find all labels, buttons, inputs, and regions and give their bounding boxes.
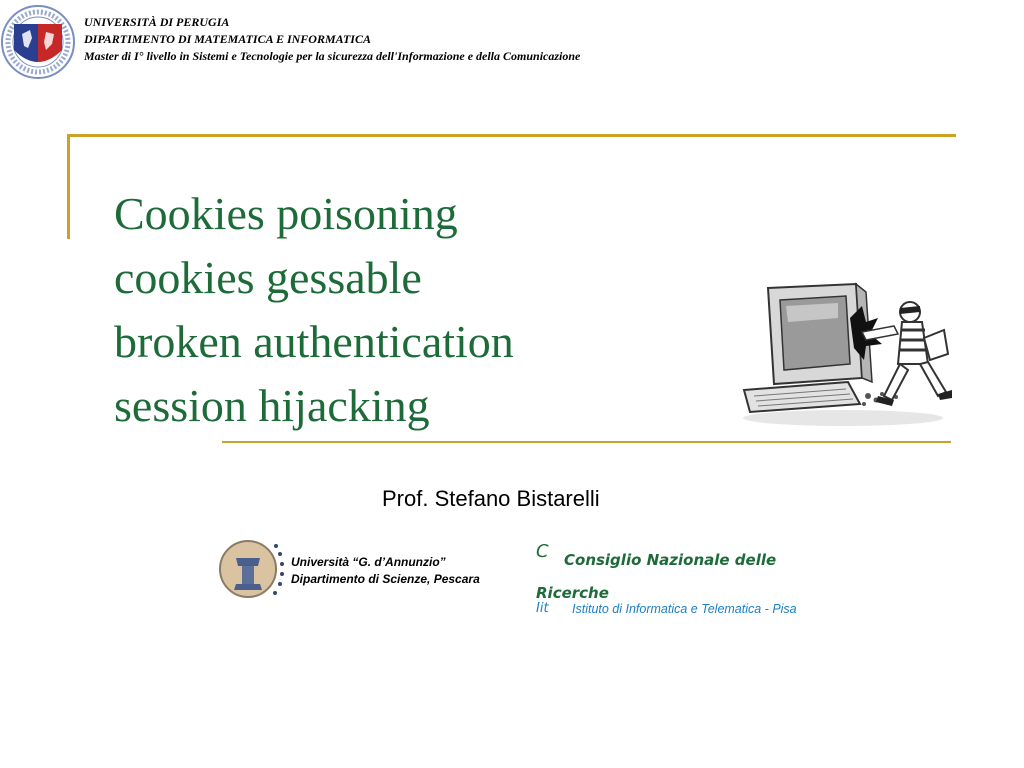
- header-department: DIPARTIMENTO DI MATEMATICA E INFORMATICA: [84, 32, 371, 46]
- title-top-divider: [67, 134, 956, 137]
- title-line: session hijacking: [114, 380, 430, 431]
- author-name: Prof. Stefano Bistarelli: [382, 486, 600, 511]
- unich-department: Dipartimento di Scienze, Pescara: [291, 572, 480, 586]
- title-left-divider: [67, 134, 70, 239]
- cnr-name: Consiglio Nazionale delle Ricerche: [536, 551, 777, 602]
- title-line: cookies gessable: [114, 252, 422, 303]
- university-seal-logo: [0, 4, 76, 80]
- title-line: Cookies poisoning: [114, 188, 458, 239]
- unich-logo: [218, 538, 284, 600]
- unich-name: Università “G. d’Annunzio”: [291, 555, 446, 569]
- cnr-logo-glyph: C: [536, 541, 549, 562]
- header-master: Master di I° livello in Sistemi e Tecnologie per la sicurezza dell'Informazione e della Comunicazione: [84, 49, 581, 63]
- slide-title: [114, 182, 514, 438]
- header-university: UNIVERSITÀ DI PERUGIA: [84, 15, 230, 29]
- title-bottom-divider: [222, 441, 951, 443]
- iit-logo-glyph: Iit: [536, 601, 549, 616]
- title-line: broken authentication: [114, 316, 514, 367]
- iit-name: Istituto di Informatica e Telematica - Pisa: [572, 602, 797, 616]
- cookie-thief-illustration: [738, 278, 952, 430]
